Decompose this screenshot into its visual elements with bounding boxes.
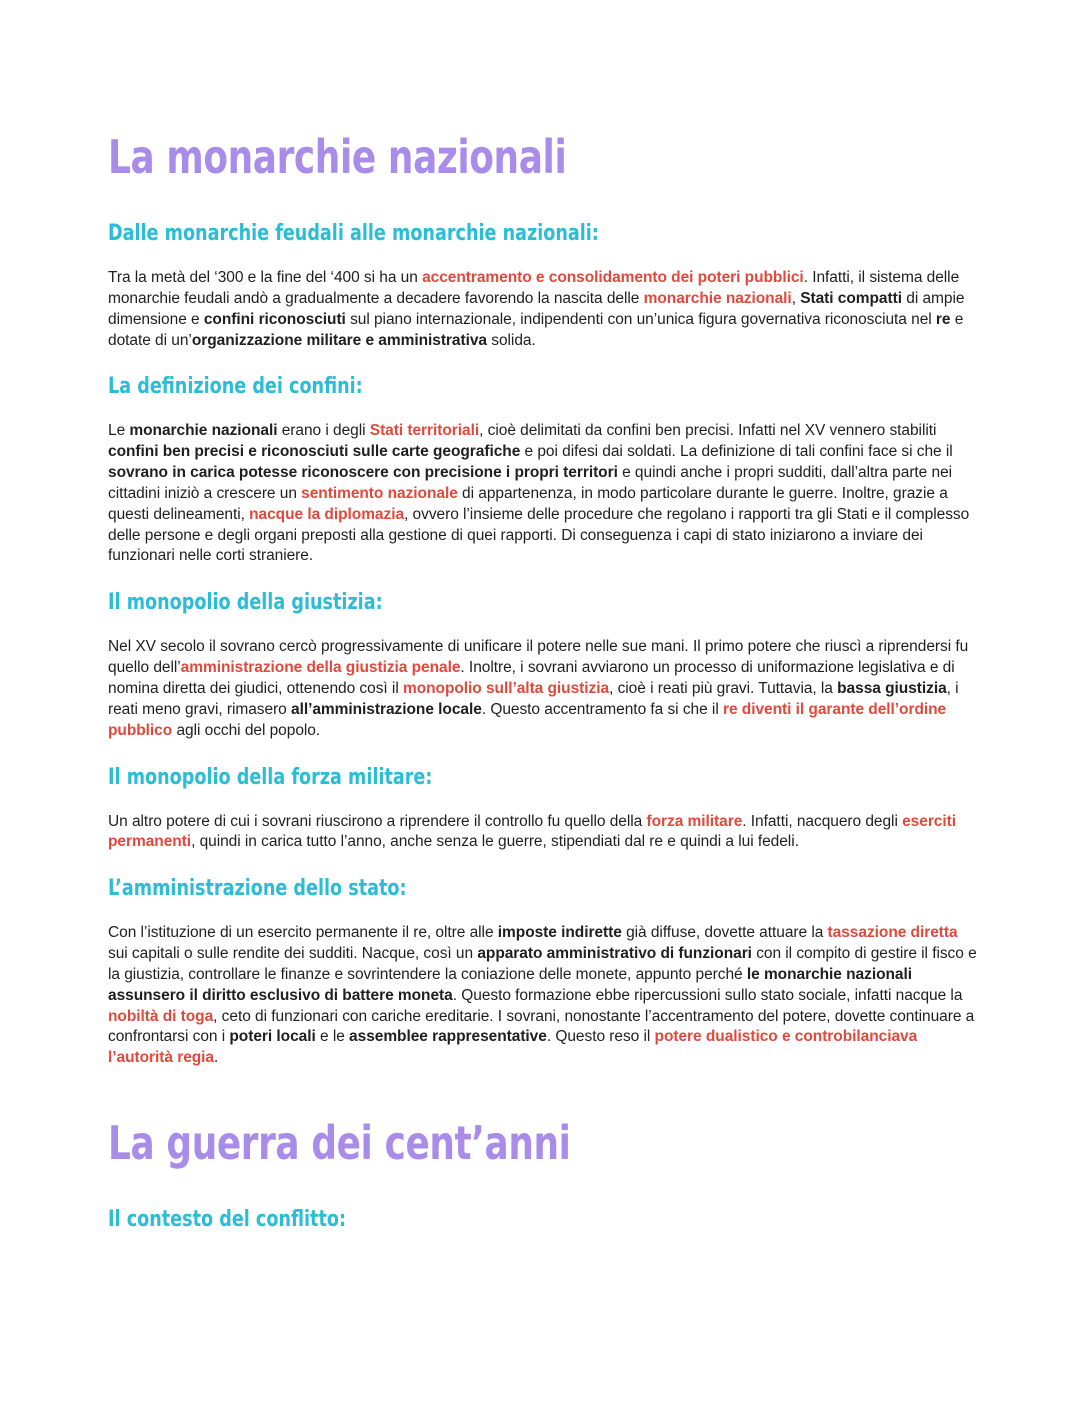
bold-text: le monarchie nazionali assunsero il diritto esclusivo di battere moneta [108,965,912,1004]
text-run: . Inoltre, i sovrani avviarono un processo di uniformazione legislativa e di nomina diretta dei giudici, ottenendo così il [108,659,955,697]
bold-text: assemblee rappresentative [349,1028,547,1046]
bold-text: monarchie nazionali [129,422,278,440]
text-run: . Infatti, il sistema delle monarchie feudali andò a gradualmente a decadere favorendo la nascita delle [108,269,960,307]
text-run: Tra la metà del ‘300 e la fine del ‘400 si ha un [108,269,423,286]
bold-text: imposte indirette [497,924,622,942]
highlight-red-text: sentimento nazionale [301,484,458,502]
highlight-red-text: Stati territoriali [369,422,480,440]
document-title: La guerra dei cent’anni [108,1116,571,1171]
highlight-red-text: eserciti permanenti [108,812,956,851]
bold-text: Stati compatti [800,289,902,307]
text-run: di appartenenza, in modo particolare durante le guerre. Inoltre, grazie a questi delineamenti, [108,484,948,523]
bold-text: organizzazione militare e amministrativa [191,331,487,349]
text-run: , i reati meno gravi, rimasero [108,679,959,718]
text-run: sui capitali o sulle rendite dei sudditi. Nacque, così un [108,945,478,963]
text-run: . Infatti, nacquero degli [742,812,903,830]
text-run: erano i degli [277,422,370,440]
bold-text: confini riconosciuti [203,310,346,328]
text-run: . Questo reso il [546,1028,655,1046]
text-run: Con l’istituzione di un esercito permanente il re, oltre alle [108,924,498,942]
highlight-red-text: tassazione diretta [827,924,958,942]
section-heading: Dalle monarchie feudali alle monarchie nazionali: [108,221,599,246]
text-run: e dotate di un’ [108,310,964,349]
text-run: solida. [487,331,536,349]
paragraph [108,637,980,741]
bold-text: re [935,310,951,328]
text-run: , ovvero l’insieme delle procedure che regolano i rapporti tra gli Stati e il complesso delle persone e degli organi preposti alla gestione di quei rapporti. Di conseguenza i capi di stato iniziarono a inviare dei funzionari nelle corti straniere. [108,505,970,565]
section-heading: Il monopolio della giustizia: [108,590,383,616]
text-run: , cioè delimitati da confini ben precisi. Infatti nel XV vennero stabiliti [479,422,937,440]
text-run: e le [315,1028,350,1046]
text-run: con il compito di gestire il fisco e la giustizia, controllare le finanze e sovrintendere la coniazione delle monete, appunto perché [108,945,977,983]
highlight-red-text: nacque la diplomazia [249,505,405,523]
document-content [108,127,980,1235]
document-title: La monarchie nazionali [108,130,567,184]
bold-text: all’amministrazione locale [291,700,482,718]
text-run: , cioè i reati più gravi. Tuttavia, la [609,679,838,697]
highlight-red-text: nobiltà di toga [108,1007,214,1025]
paragraph [108,421,980,567]
section-heading: L’amministrazione dello stato: [108,876,407,902]
text-run: . Questo formazione ebbe ripercussioni sullo stato sociale, infatti nacque la [452,986,963,1004]
text-run: . Questo accentramento fa si che il [481,700,723,718]
highlight-red-text: monopolio sull’alta giustizia [402,679,610,697]
text-run: Nel XV secolo il sovrano cercò progressivamente di unificare il potere nelle sue mani. Il primo potere che riuscì a riprendersi fu quello dell’ [108,638,969,677]
text-run: già diffuse, dovette attuare la [621,924,828,942]
bold-text: confini ben precisi e riconosciuti sulle carte geografiche [108,443,521,461]
highlight-red-text: re diventi il garante dell’ordine pubblico [108,700,947,739]
bold-text: sovrano in carica potesse riconoscere con precisione i propri territori [108,464,618,482]
text-run: e quindi anche i propri sudditi, dall’altra parte nei cittadini iniziò a crescere un [108,464,953,502]
text-run: Le [108,422,130,440]
paragraph [108,268,980,351]
section-heading: Il monopolio della forza militare: [108,764,433,790]
text-run: Un altro potere di cui i sovrani riuscirono a riprendere il controllo fu quello della [108,812,647,830]
text-run: di ampie dimensione e [108,289,965,328]
text-run: e poi difesi dai soldati. La definizione di tali confini face si che il [520,443,953,461]
paragraph [108,923,980,1069]
highlight-red-text: amministrazione della giustizia penale [180,659,461,677]
bold-text: bassa giustizia [837,679,947,697]
text-run: , quindi in carica tutto l’anno, anche senza le guerre, stipendiati dal re e quindi a lui fedeli. [191,833,799,851]
text-run: , ceto di funzionari con cariche ereditarie. I sovrani, nonostante l’accentramento del potere, dovette continuare a confrontarsi con i [108,1007,975,1046]
section-heading: La definizione dei confini: [108,374,363,400]
highlight-red-text: potere dualistico e controbilanciava l’autorità regia [108,1028,918,1067]
section-heading: Il contesto del conflitto: [108,1207,347,1233]
text-run: sul piano internazionale, indipendenti con un’unica figura governativa riconosciuta nel [345,310,936,328]
highlight-red-text: forza militare [646,812,743,830]
highlight-red-text: monarchie nazionali [643,289,792,307]
text-run: , [791,289,801,307]
text-run: agli occhi del popolo. [172,721,321,739]
text-run: . [214,1049,219,1067]
bold-text: poteri locali [229,1028,316,1046]
highlight-red-text: accentramento e consolidamento dei poteri pubblici [422,269,804,286]
paragraph [108,812,980,854]
bold-text: apparato amministrativo di funzionari [477,945,752,963]
